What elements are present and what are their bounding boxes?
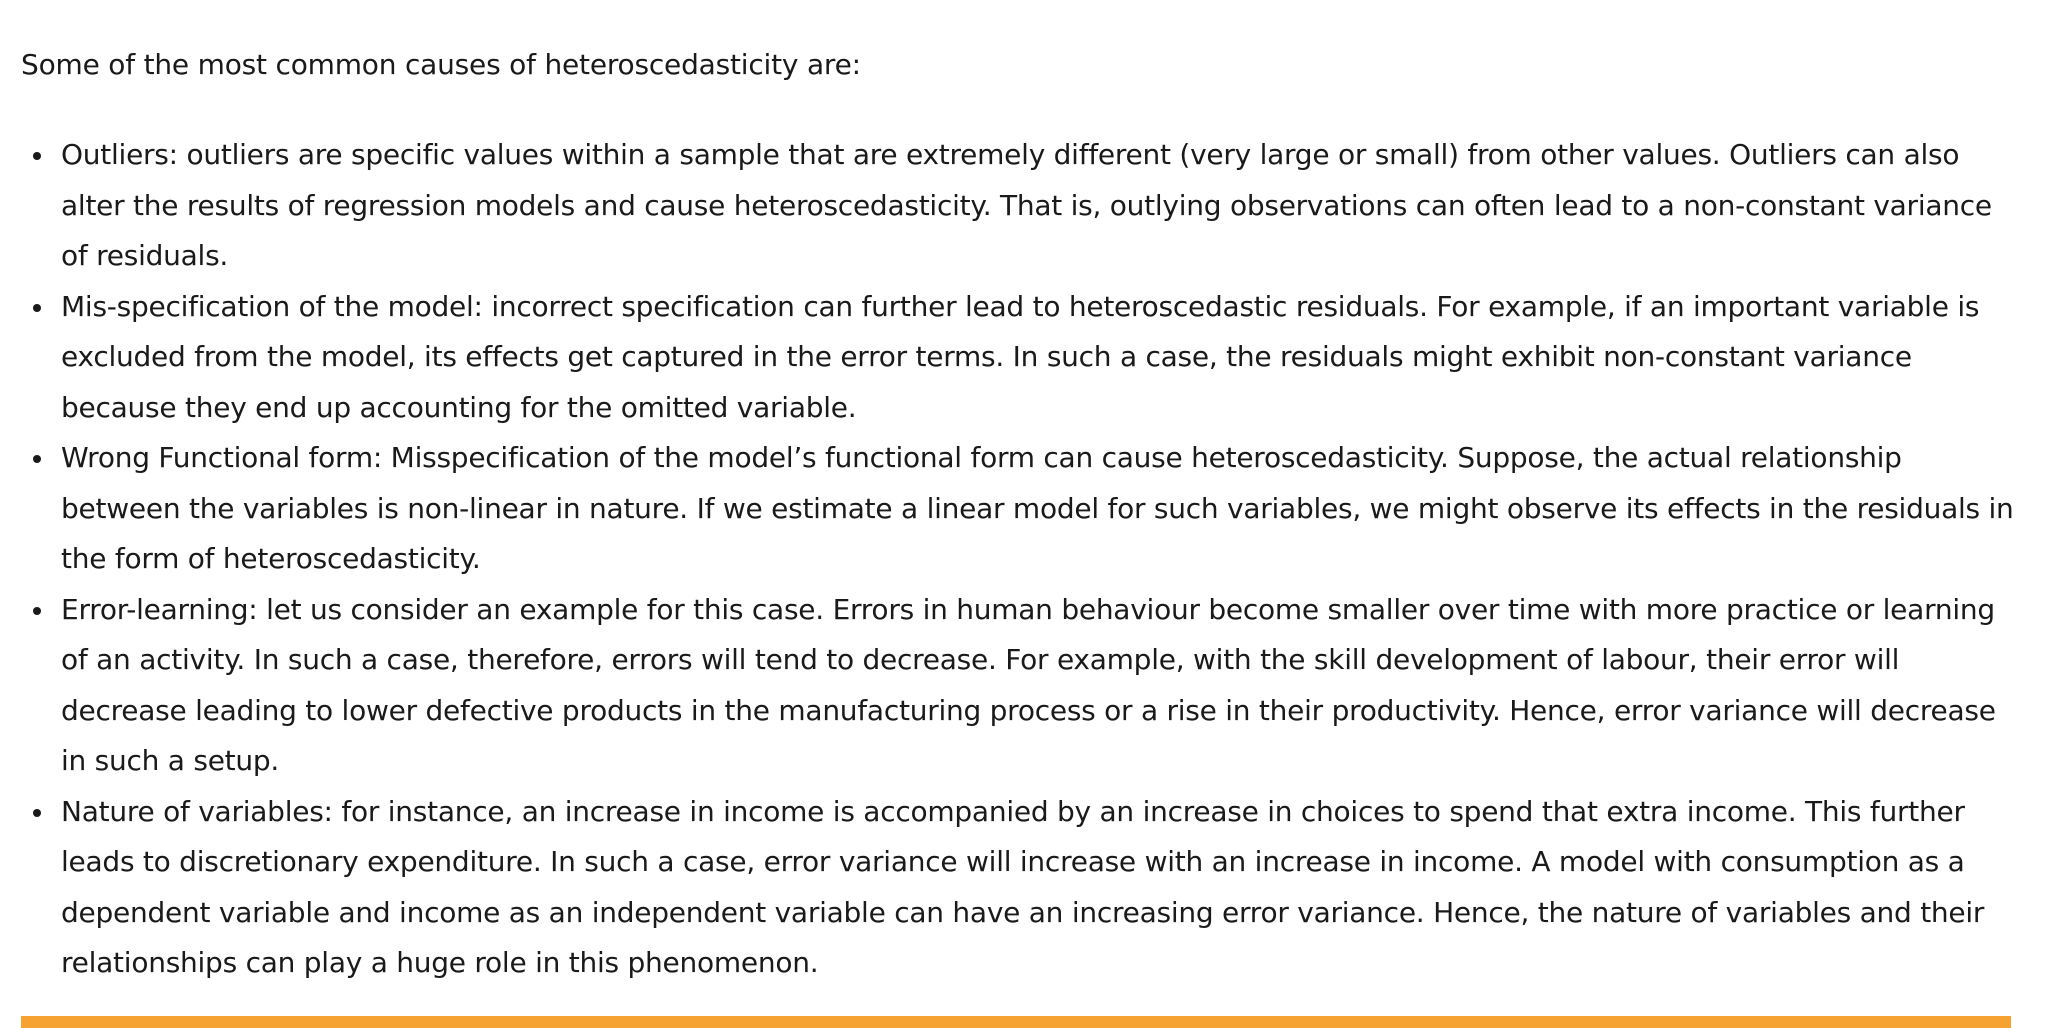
bullet-icon — [33, 809, 41, 817]
list-item-text: Outliers: outliers are specific values within a sample that are extremely different (very large or small) from other values. Outliers can also alter the results of regression models and cause heteroscedasticity. That is, outlying observations can often lead to a non-constant variance of residuals. — [61, 138, 1992, 272]
intro-paragraph: Some of the most common causes of heteroscedasticity are: — [21, 48, 861, 81]
list-item — [21, 282, 2021, 434]
list-item — [21, 585, 2021, 787]
list-item-text: Error-learning: let us consider an example for this case. Errors in human behaviour become smaller over time with more practice or learning of an activity. In such a case, therefore, errors will tend to decrease. For example, with the skill development of labour, their error will decrease leading to lower defective products in the manufacturing process or a rise in their productivity. Hence, error variance will decrease in such a setup. — [61, 592, 1996, 777]
list-item-text: Wrong Functional form: Misspecification of the model’s functional form can cause heteroscedasticity. Suppose, the actual relationship between the variables is non-linear in nature. If we estimate a linear model for such variables, we might observe its effects in the residuals in the form of heteroscedasticity. — [61, 441, 2014, 575]
article-body — [21, 0, 2021, 989]
bullet-icon — [33, 455, 41, 463]
accent-bar — [21, 1016, 2011, 1028]
list-item-text: Mis-specification of the model: incorrect specification can further lead to heteroscedastic residuals. For example, if an important variable is excluded from the model, its effects get captured in the error terms. In such a case, the residuals might exhibit non-constant variance because they end up accounting for the omitted variable. — [61, 289, 1980, 424]
list-item — [21, 787, 2021, 989]
bullet-icon — [33, 304, 41, 312]
list-item — [21, 130, 2021, 282]
causes-list — [21, 130, 2021, 989]
list-item-text: Nature of variables: for instance, an increase in income is accompanied by an increase in choices to spend that extra income. This further leads to discretionary expenditure. In such a case, error variance will increase with an increase in income. A model with consumption as a dependent variable and income as an independent variable can have an increasing error variance. Hence, the nature of variables and their relationships can play a huge role in this phenomenon. — [61, 794, 1985, 979]
bullet-icon — [33, 152, 41, 160]
bullet-icon — [33, 607, 41, 615]
list-item — [21, 433, 2021, 585]
